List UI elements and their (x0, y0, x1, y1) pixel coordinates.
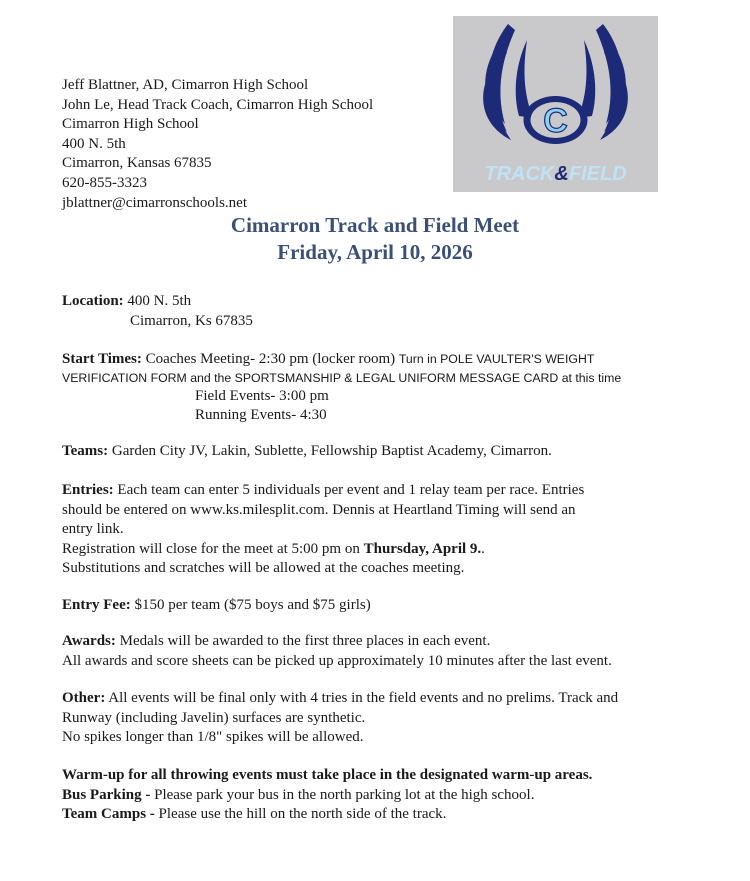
teams-list: Garden City JV, Lakin, Sublette, Fellowship Baptist Academy, Cimarron. (111, 443, 552, 459)
page-title (0, 212, 750, 266)
contact-street: 400 N. 5th (62, 135, 126, 152)
location-line1: 400 N. 5th (127, 293, 192, 309)
final-notes-section (62, 766, 592, 825)
team-camps-text: Please use the hill on the north side of the track. (158, 806, 447, 823)
awards-line2: All awards and score sheets can be picked up approximately 10 minutes after the last event. (62, 652, 612, 669)
track-and-field-logo (453, 16, 658, 192)
entry-fee-text: $150 per team ($75 boys and $75 girls) (134, 597, 371, 613)
registration-text: Registration will close for the meet at 5:00 pm on (62, 540, 364, 557)
logo-text-field: FIELD (568, 163, 627, 185)
field-events-time: Field Events- 3:00 pm (195, 387, 329, 404)
other-label: Other: (62, 690, 106, 706)
other-line1: All events will be final only with 4 tries in the field events and no prelims. Track and (108, 690, 619, 706)
weight-form-note: Turn in POLE VAULTER'S WEIGHT (398, 352, 595, 366)
awards-label: Awards: (62, 633, 116, 649)
awards-line1: Medals will be awarded to the first three places in each event. (119, 633, 491, 649)
entries-label: Entries: (62, 482, 114, 498)
contact-phone: 620-855-3323 (62, 174, 147, 191)
teams-section (62, 442, 552, 462)
logo-text-track: TRACK (484, 163, 555, 185)
logo-ampersand: & (554, 163, 569, 185)
contact-city: Cimarron, Kansas 67835 (62, 155, 212, 172)
entries-line3: entry link. (62, 521, 124, 538)
bus-parking-text: Please park your bus in the north parking lot at the high school. (154, 786, 535, 803)
awards-section (62, 632, 612, 671)
title-meet-date: Friday, April 10, 2026 (277, 240, 473, 264)
contact-block (62, 76, 373, 213)
entries-line2: should be entered on www.ks.milesplit.com. Dennis at Heartland Timing will send an (62, 501, 576, 518)
title-meet-name: Cimarron Track and Field Meet (230, 213, 520, 237)
start-times-section (62, 350, 621, 426)
location-line2: Cimarron, Ks 67835 (130, 312, 253, 329)
start-times-label: Start Times: (62, 351, 142, 367)
sportsmanship-card-note: VERIFICATION FORM and the SPORTSMANSHIP & LEGAL UNIFORM MESSAGE CARD at this time (62, 370, 622, 385)
bus-parking-label: Bus Parking - (62, 786, 151, 803)
registration-date: Thursday, April 9. (363, 540, 482, 557)
location-section (62, 292, 253, 331)
location-label: Location: (62, 293, 124, 309)
teams-label: Teams: (62, 443, 109, 459)
contact-school: Cimarron High School (62, 116, 199, 133)
logo-emblem-letter: C (543, 102, 568, 140)
team-camps-label: Team Camps - (62, 806, 155, 823)
other-line2: Runway (including Javelin) surfaces are synthetic. (62, 709, 366, 726)
registration-suffix: . (481, 540, 485, 557)
other-line3: No spikes longer than 1/8" spikes will be allowed. (62, 729, 364, 746)
entry-fee-section (62, 596, 371, 616)
winged-c-logo-icon (453, 16, 658, 192)
other-section (62, 689, 618, 748)
contact-coach: John Le, Head Track Coach, Cimarron High School (62, 96, 374, 113)
entries-section (62, 481, 584, 579)
entry-fee-label: Entry Fee: (62, 597, 131, 613)
contact-email: jblattner@cimarronschools.net (62, 194, 248, 211)
substitutions-text: Substitutions and scratches will be allowed at the coaches meeting. (62, 560, 465, 577)
coaches-meeting-time: Coaches Meeting- 2:30 pm (locker room) (145, 351, 396, 367)
logo-wordmark (484, 163, 626, 185)
running-events-time: Running Events- 4:30 (195, 407, 327, 424)
entries-line1: Each team can enter 5 individuals per event and 1 relay team per race. Entries (117, 482, 585, 498)
warmup-note: Warm-up for all throwing events must take place in the designated warm-up areas. (62, 767, 593, 783)
contact-ad: Jeff Blattner, AD, Cimarron High School (62, 77, 309, 93)
